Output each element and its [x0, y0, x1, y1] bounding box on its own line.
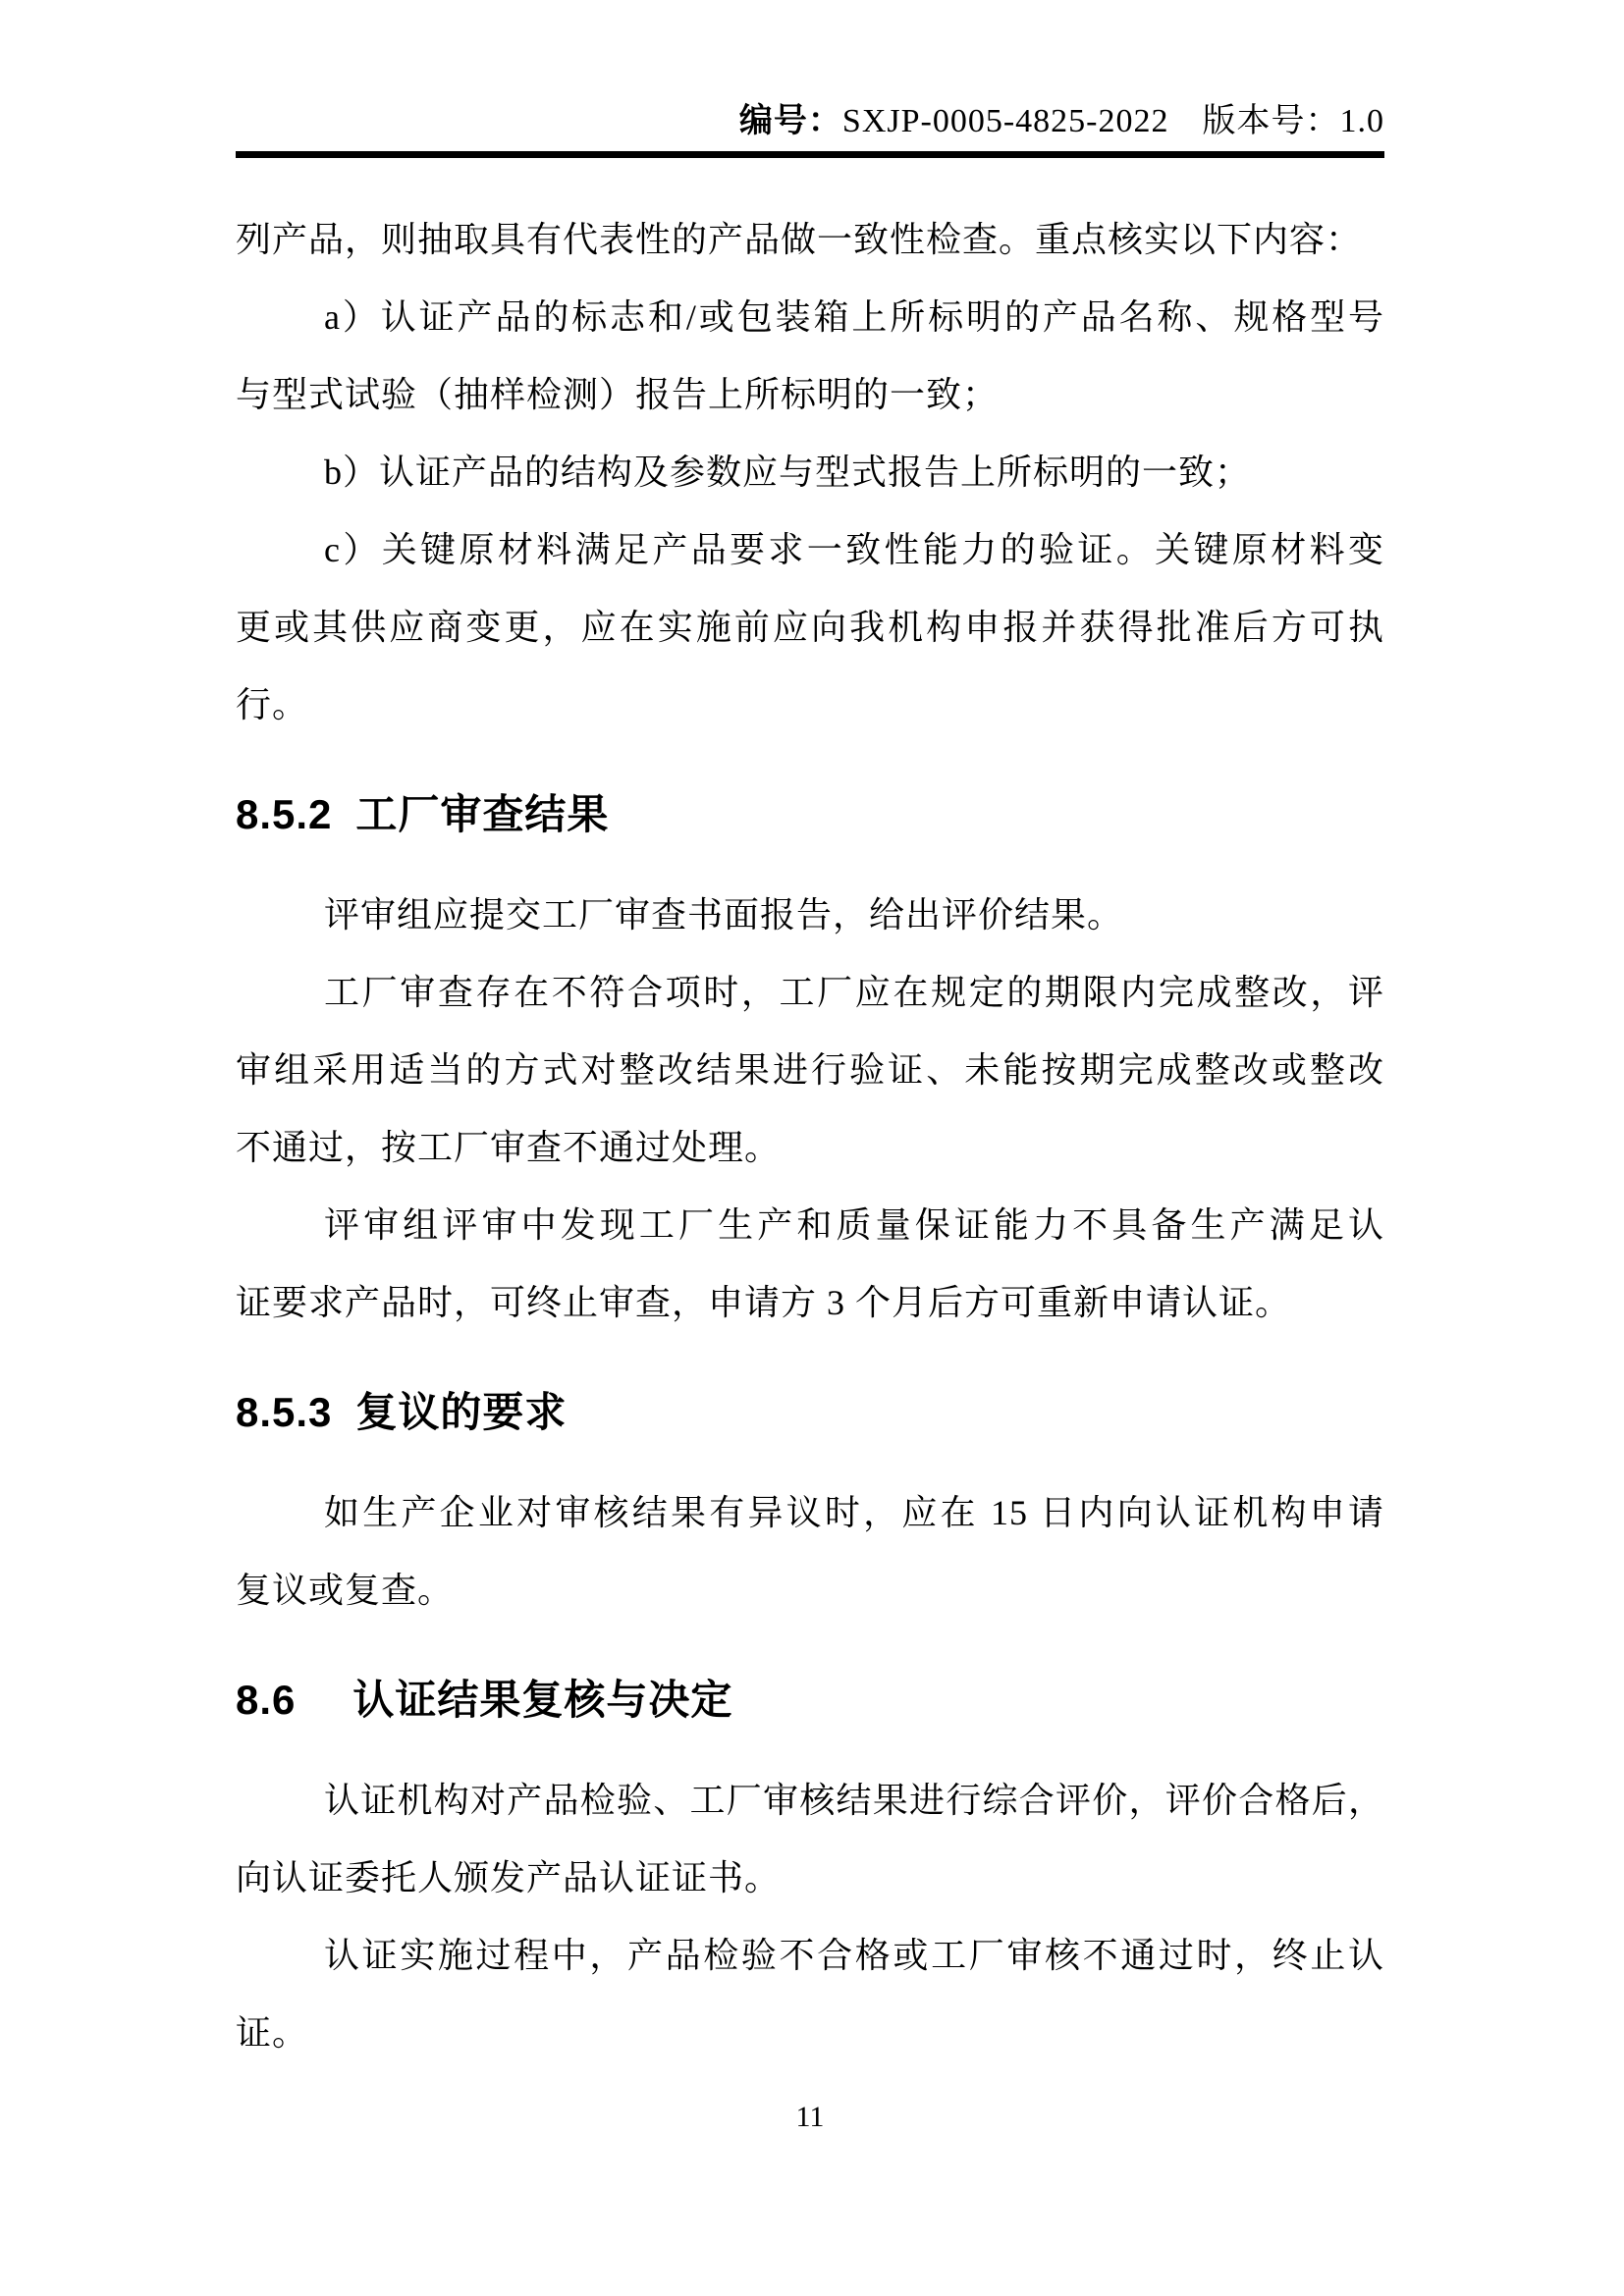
- section-heading-8-5-3: [236, 1373, 1384, 1451]
- paragraph-line: 评审组应提交工厂审查书面报告，给出评价结果。: [324, 895, 1124, 934]
- paragraph-line: 认证机构对产品检验、工厂审核结果进行综合评价，评价合格后，: [324, 1781, 1384, 1820]
- section-title: 复议的要求: [355, 1389, 568, 1435]
- document-body: [236, 201, 1384, 2072]
- doc-number-label: 编号：: [738, 103, 842, 139]
- list-item-a-line: a）认证产品的标志和/或包装箱上所标明的产品名称、规格型号: [324, 297, 1384, 337]
- page-header: [236, 0, 1384, 143]
- paragraph-line: 证要求产品时，可终止审查，申请方 3 个月后方可重新申请认证。: [236, 1283, 1292, 1322]
- paragraph-line: 列产品，则抽取具有代表性的产品做一致性检查。重点核实以下内容：: [236, 220, 1363, 259]
- list-item-a-line: 与型式试验（抽样检测）报告上所标明的一致；: [236, 375, 1000, 414]
- section-title: 认证结果复核与决定: [352, 1677, 733, 1723]
- paragraph-line: 向认证委托人颁发产品认证证书。: [236, 1858, 782, 1897]
- section-heading-8-5-2: [236, 775, 1384, 853]
- page-number: 11: [795, 2101, 825, 2133]
- paragraph-line: 审组采用适当的方式对整改结果进行验证、未能按期完成整改或整改: [236, 1050, 1384, 1090]
- paragraph-line: 不通过，按工厂审查不通过处理。: [236, 1128, 782, 1167]
- section-title: 工厂审查结果: [355, 791, 610, 837]
- list-item-c-line: 更或其供应商变更，应在实施前应向我机构申报并获得批准后方可执: [236, 608, 1384, 647]
- paragraph-line: 如生产企业对审核结果有异议时，应在 15 日内向认证机构申请: [324, 1493, 1384, 1532]
- paragraph-line: 工厂审查存在不符合项时，工厂应在规定的期限内完成整改，评: [324, 973, 1384, 1012]
- doc-number-value: SXJP-0005-4825-2022: [841, 103, 1169, 139]
- header-rule: [236, 151, 1384, 158]
- paragraph-line: 证。: [236, 2013, 309, 2053]
- section-heading-8-6: [236, 1661, 1384, 1738]
- paragraph-line: 认证实施过程中，产品检验不合格或工厂审核不通过时，终止认: [324, 1936, 1384, 1975]
- version-label: 版本号：1.0: [1202, 103, 1384, 139]
- paragraph-line: 评审组评审中发现工厂生产和质量保证能力不具备生产满足认: [324, 1205, 1384, 1245]
- section-number: 8.6: [236, 1677, 297, 1723]
- list-item-b-line: b）认证产品的结构及参数应与型式报告上所标明的一致；: [324, 453, 1252, 492]
- section-number: 8.5.3: [236, 1389, 333, 1435]
- list-item-c-line: c）关键原材料满足产品要求一致性能力的验证。关键原材料变: [324, 530, 1384, 569]
- section-number: 8.5.2: [236, 791, 333, 837]
- list-item-c-line: 行。: [236, 685, 309, 724]
- paragraph-line: 复议或复查。: [236, 1571, 455, 1610]
